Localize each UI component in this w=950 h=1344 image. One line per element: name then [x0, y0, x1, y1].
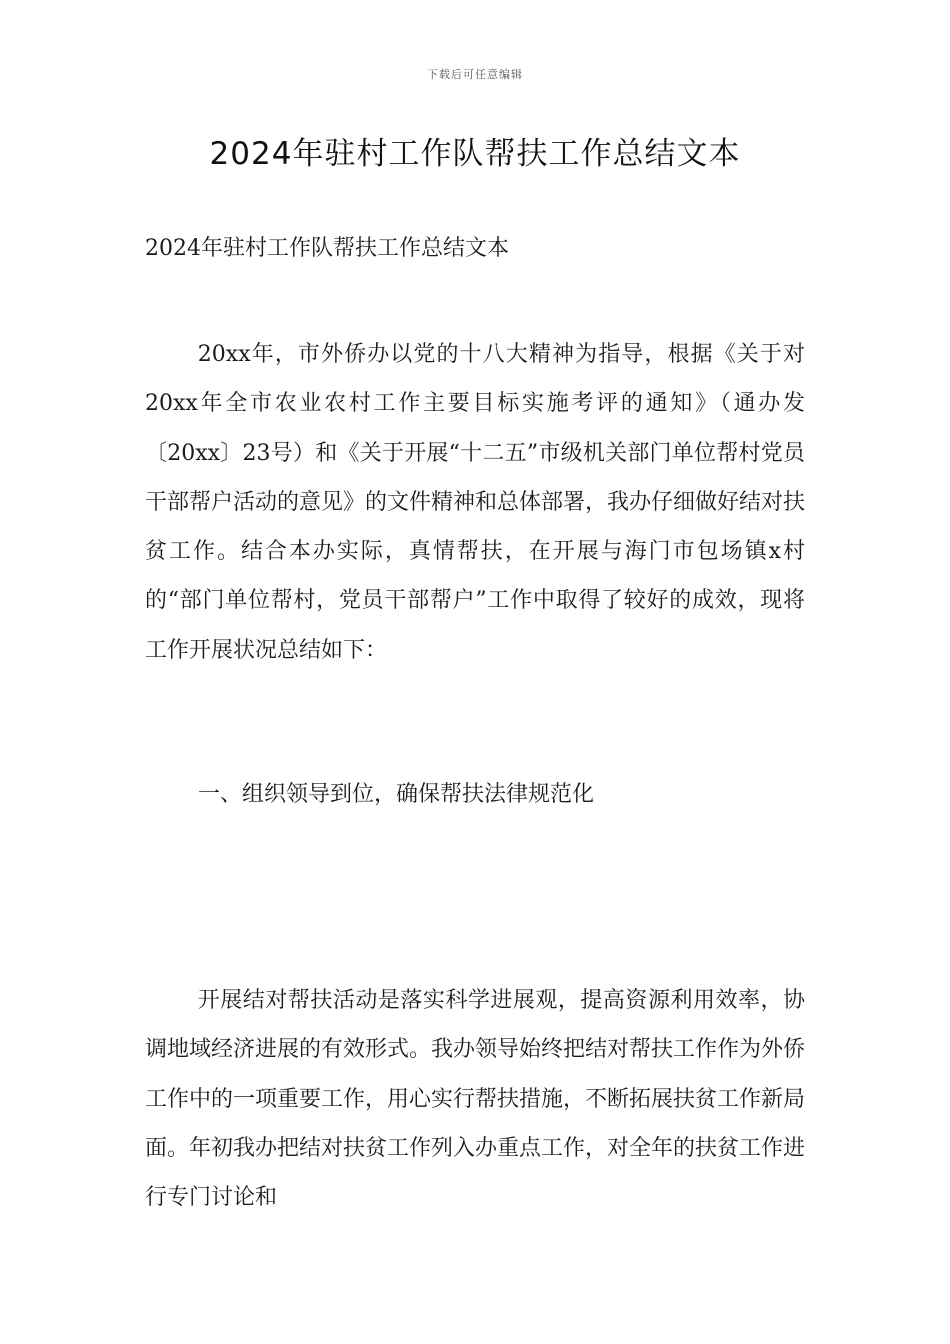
- body-paragraph-intro: 20xx年，市外侨办以党的十八大精神为指导，根据《关于对20xx年全市农业农村工作主要目标实施考评的通知》（通办发〔20xx〕23号）和《关于开展“十二五”市级机关部门单位帮村党员干部帮户活动的意见》的文件精神和总体部署，我办仔细做好结对扶贫工作。结合本办实际，真情帮扶，在开展与海门市包场镇x村的“部门单位帮村，党员干部帮户”工作中取得了较好的成效，现将工作开展状况总结如下：: [145, 342, 806, 663]
- body-paragraph-section-1: 开展结对帮扶活动是落实科学进展观，提高资源利用效率，协调地域经济进展的有效形式。我办领导始终把结对帮扶工作作为外侨工作中的一项重要工作，用心实行帮扶措施，不断拓展扶贫工作新局面。年初我办把结对扶贫工作列入办重点工作，对全年的扶贫工作进行专门讨论和: [145, 988, 806, 1211]
- section-heading-1: 一、组织领导到位，确保帮扶法律规范化: [198, 782, 595, 807]
- document-subtitle: 2024年驻村工作队帮扶工作总结文本: [145, 236, 509, 261]
- document-title: 2024年驻村工作队帮扶工作总结文本: [209, 136, 741, 172]
- header-note: 下载后可任意编辑: [427, 68, 523, 81]
